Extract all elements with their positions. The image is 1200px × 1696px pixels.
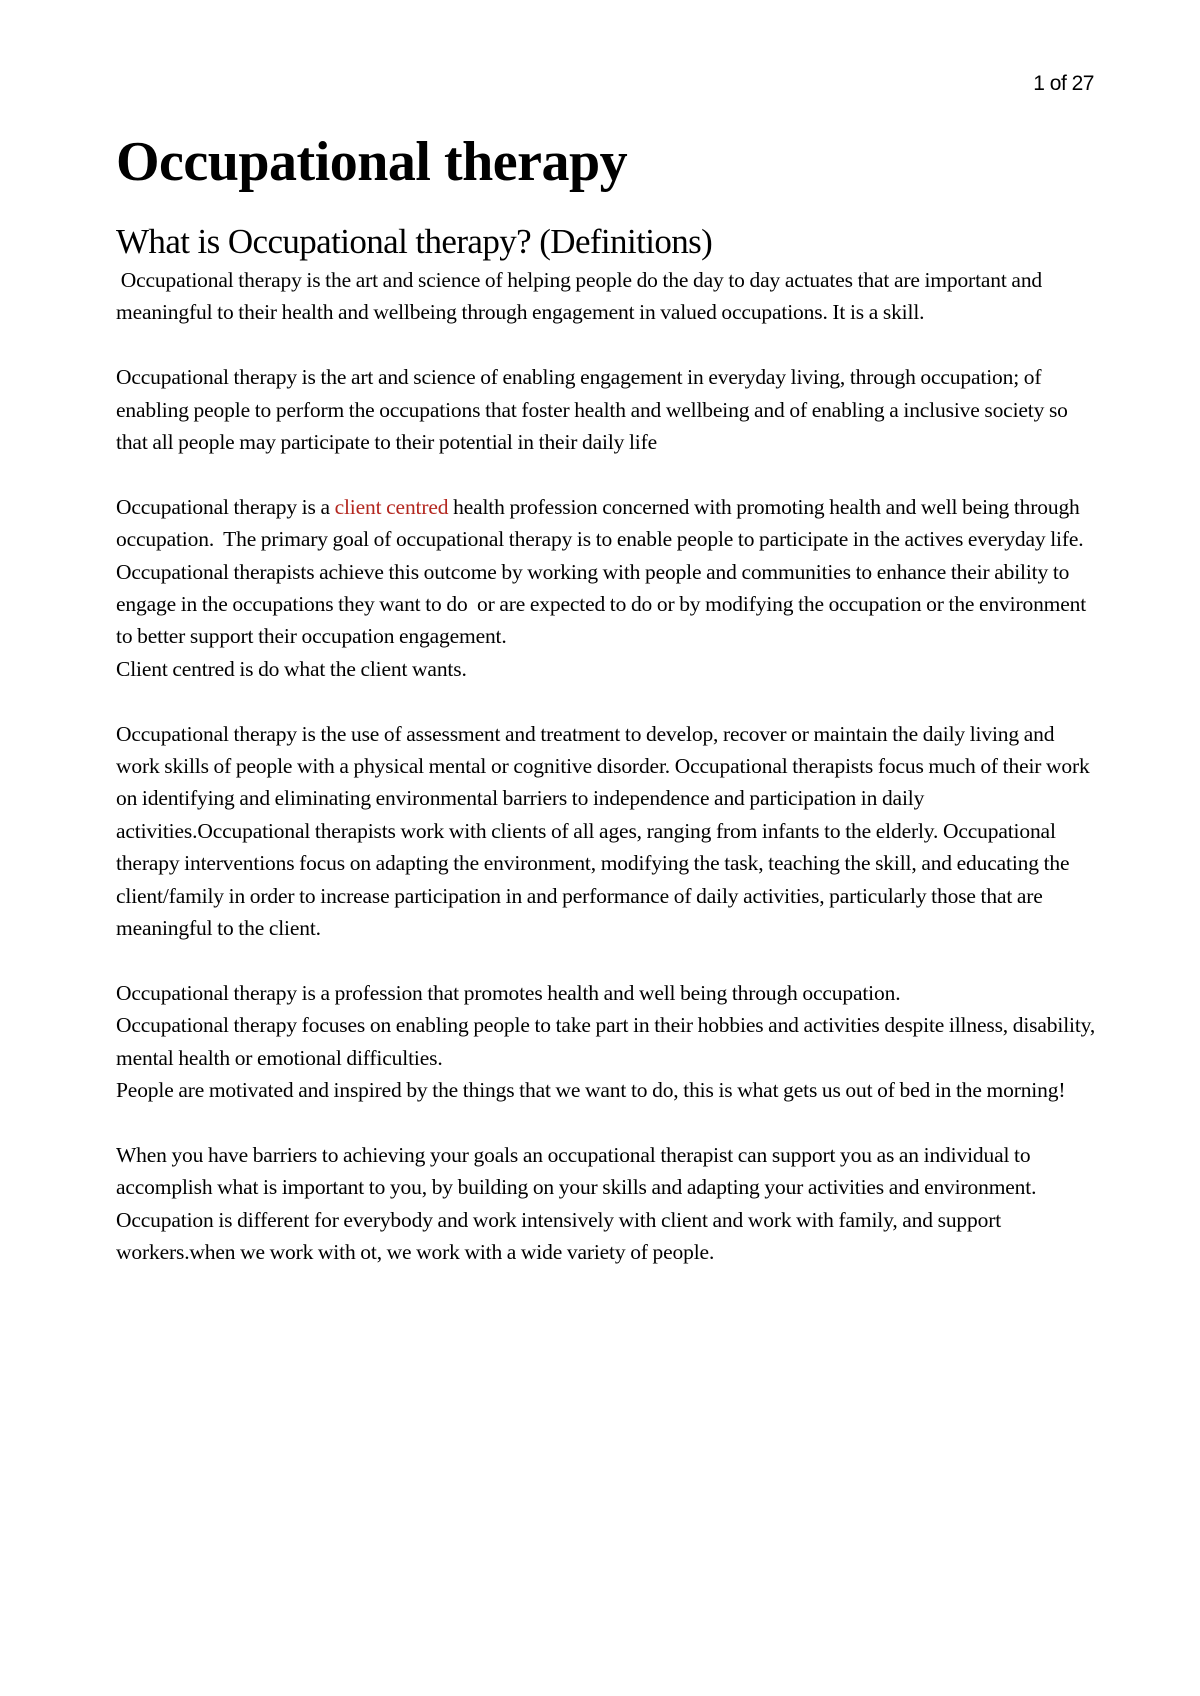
paragraph-text: Occupational therapy is a bbox=[116, 494, 335, 519]
paragraph-client-centred-note: Client centred is do what the client wants. bbox=[116, 656, 467, 681]
paragraph-definition-5-line-2: Occupational therapy focuses on enabling people to take part in their hobbies and activities despite illness, disability, mental health or emotional difficulties. bbox=[116, 1013, 1096, 1070]
document-title: Occupational therapy bbox=[116, 131, 628, 193]
paragraph-spacer bbox=[116, 329, 1096, 361]
paragraph-definition-5-line-1: Occupational therapy is a profession that promotes health and well being through occupation. bbox=[116, 980, 901, 1005]
document-subtitle: What is Occupational therapy? (Definitions) bbox=[116, 222, 713, 261]
document-body bbox=[116, 128, 1096, 1269]
highlight-client-centred: client centred bbox=[334, 494, 449, 519]
paragraph-spacer bbox=[116, 458, 1096, 490]
paragraph-spacer bbox=[116, 944, 1096, 976]
paragraph-definition-3 bbox=[116, 491, 1096, 653]
paragraph-definition-2: Occupational therapy is the art and science of enabling engagement in everyday living, through occupation; of enabling people to perform the occupations that foster health and wellbeing and of enabling a inclusive society so that all people may participate to their potential in their daily life bbox=[116, 365, 1068, 455]
paragraph-definition-5-line-3: People are motivated and inspired by the things that we want to do, this is what gets us out of bed in the morning! bbox=[116, 1078, 1066, 1103]
page-number: 1 of 27 bbox=[1033, 72, 1094, 95]
paragraph-spacer bbox=[116, 1107, 1096, 1139]
document-content bbox=[116, 264, 1096, 1269]
paragraph-definition-1: Occupational therapy is the art and science of helping people do the day to day actuates that are important and meaningful to their health and wellbeing through engagement in valued occupations. It is a skill. bbox=[116, 268, 1047, 325]
paragraph-definition-6-line-1: When you have barriers to achieving your goals an occupational therapist can support you as an individual to accomplish what is important to you, by building on your skills and adapting your activities and environment. bbox=[116, 1142, 1037, 1200]
paragraph-definition-6-line-2: Occupation is different for everybody and work intensively with client and work with family, and support workers.when we work with ot, we work with a wide variety of people. bbox=[116, 1207, 1002, 1265]
paragraph-spacer bbox=[116, 685, 1096, 717]
paragraph-text: health profession concerned with promoting health and well being through occupation. The primary goal of occupational therapy is to enable people to participate in the actives everyday life. Occupational therapists achieve this outcome by working with people and communities to enhance their ability to engage in the occupations they want to do or are expected to do or by modifying the occupation or the environment to better support their occupation engagement. bbox=[116, 494, 1091, 649]
paragraph-definition-4: Occupational therapy is the use of assessment and treatment to develop, recover or maintain the daily living and work skills of people with a physical mental or cognitive disorder. Occupational therapists focus much of their work on identifying and eliminating environmental barriers to independence and participation in daily activities.Occupational therapists work with clients of all ages, ranging from infants to the elderly. Occupational therapy interventions focus on adapting the environment, modifying the task, teaching the skill, and educating the client/family in order to increase participation in and performance of daily activities, particularly those that are meaningful to the client. bbox=[116, 721, 1090, 941]
